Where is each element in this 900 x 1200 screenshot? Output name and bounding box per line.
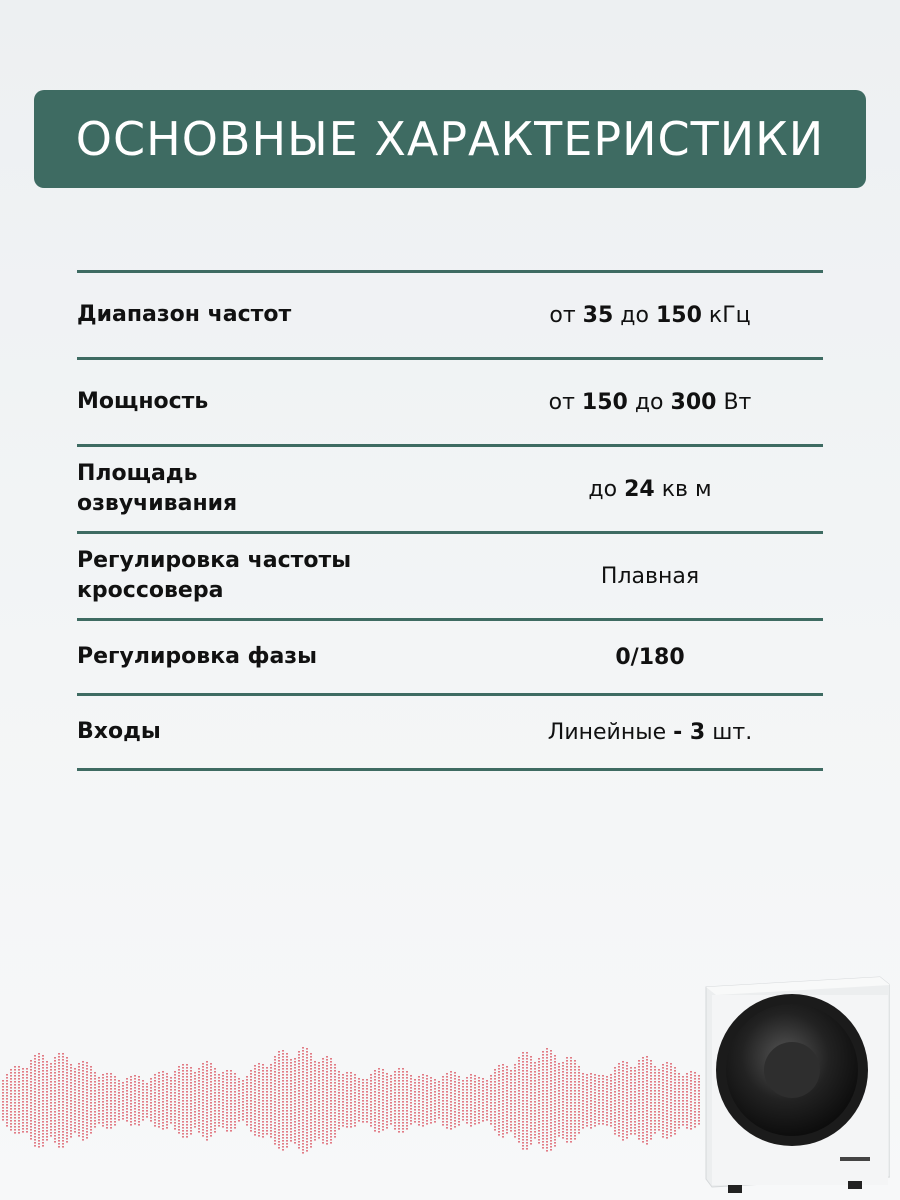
spec-value	[437, 645, 823, 670]
spec-value	[437, 303, 823, 328]
page-title: ОСНОВНЫЕ ХАРАКТЕРИСТИКИ	[75, 112, 825, 166]
spec-label: Диапазон частот	[77, 302, 292, 327]
spec-value-part: до	[627, 389, 671, 415]
spec-value-part: 300	[670, 389, 717, 415]
spec-value-part: до	[588, 476, 625, 502]
spec-value	[437, 720, 823, 745]
spec-value-part: 150	[581, 389, 628, 415]
spec-value-part: - 3	[673, 719, 706, 745]
spec-value	[397, 564, 823, 589]
sound-wave-graphic	[0, 1040, 700, 1160]
spec-value-part: шт.	[705, 719, 753, 745]
spec-label: Мощность	[77, 389, 209, 414]
spec-label: Входы	[77, 719, 161, 744]
spec-value-part: кв м	[654, 476, 712, 502]
spec-value-part: Плавная	[600, 563, 700, 589]
spec-row-power	[77, 360, 823, 444]
spec-value	[307, 477, 823, 502]
spec-value-part: от	[549, 302, 583, 328]
subwoofer-image	[700, 965, 890, 1195]
title-banner	[34, 90, 866, 188]
spec-label: Регулировка фазы	[77, 644, 317, 669]
spec-label: Площадь озвучивания	[77, 461, 238, 516]
spec-row-inputs	[77, 696, 823, 768]
spec-row-phase	[77, 621, 823, 693]
spec-value	[437, 390, 823, 415]
spec-row-area	[77, 447, 823, 531]
spec-value-part: 150	[655, 302, 702, 328]
spec-value-part: до	[613, 302, 656, 328]
spec-table	[77, 270, 823, 771]
divider	[77, 768, 823, 771]
spec-value-part: Вт	[716, 389, 752, 415]
spec-label: Регулировка частоты кроссовера	[77, 548, 352, 603]
spec-value-part: Линейные	[547, 719, 674, 745]
spec-value-part: 35	[582, 302, 614, 328]
spec-row-crossover	[77, 534, 823, 618]
spec-value-part: 0/180	[615, 644, 685, 670]
spec-value-part: 24	[624, 476, 655, 502]
spec-row-frequency	[77, 273, 823, 357]
spec-value-part: от	[548, 389, 582, 415]
spec-value-part: кГц	[701, 302, 751, 328]
